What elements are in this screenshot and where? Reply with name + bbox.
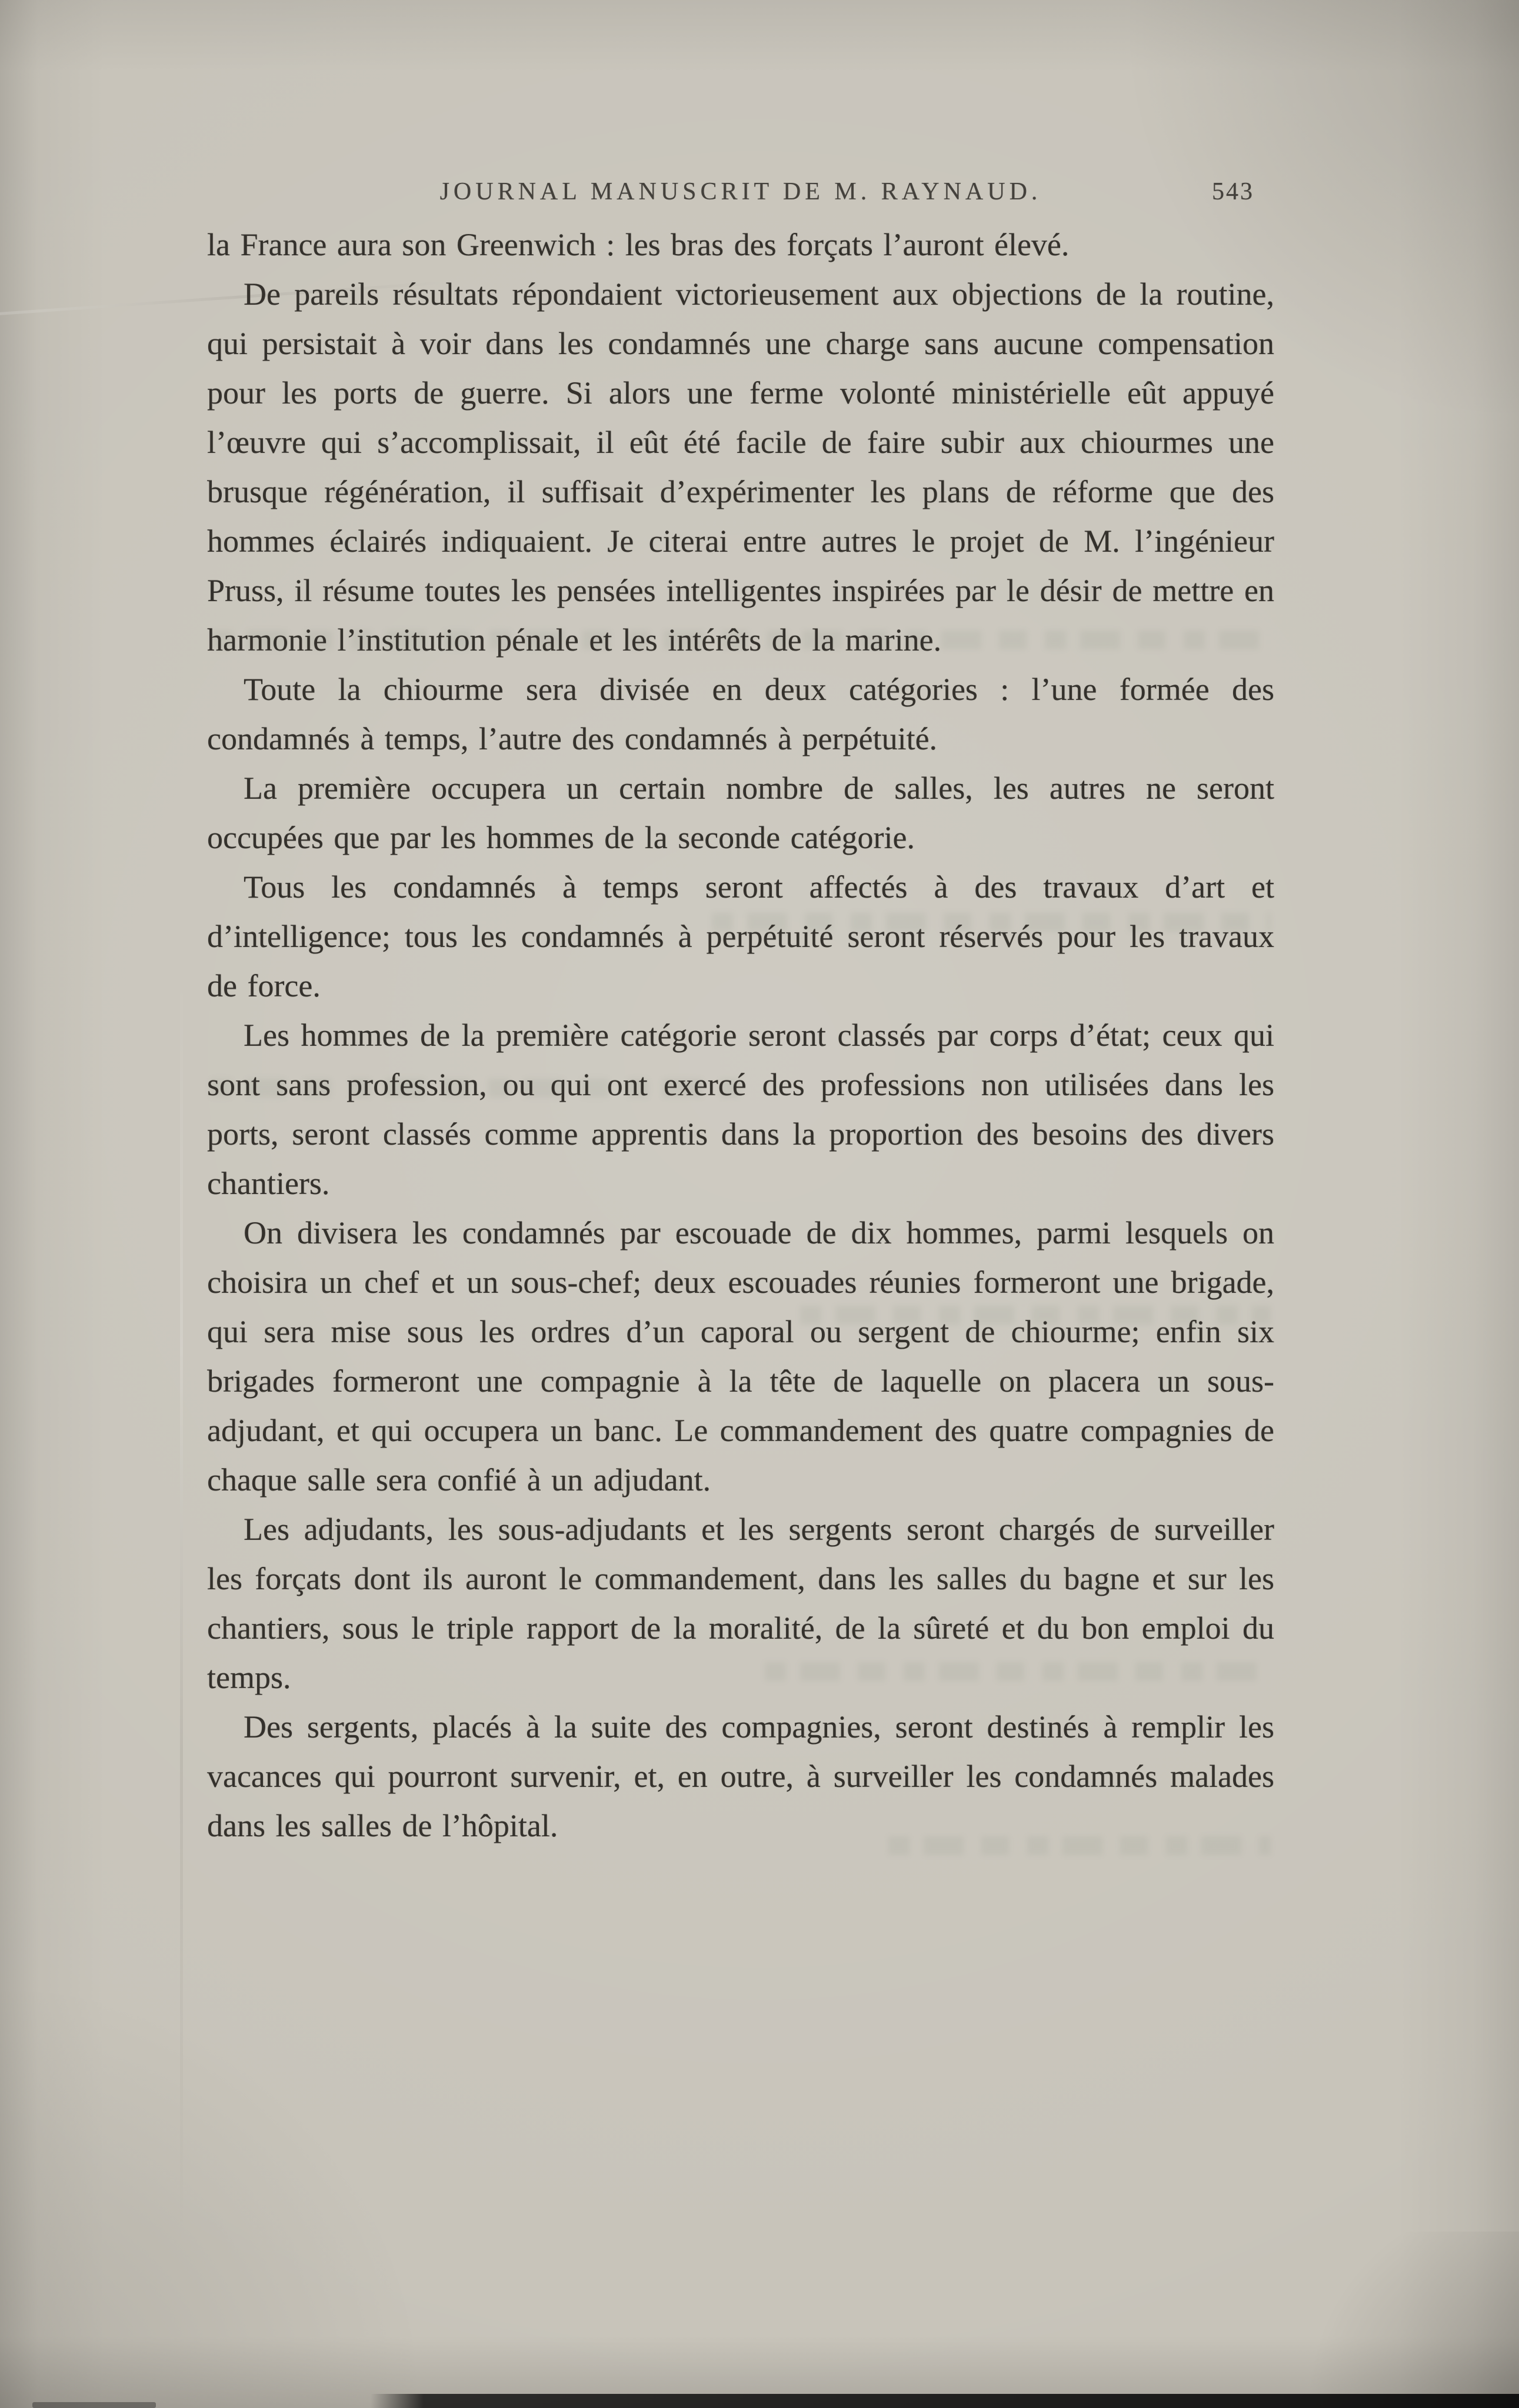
scan-corner-shadow (1272, 2232, 1519, 2408)
paragraph: Des sergents, placés à la suite des compagnies, seront destinés à remplir les vacances qui pourront survenir, et, en outre, à surveiller les condamnés malades dans les salles de l’hôpital. (207, 1709, 1274, 1843)
paragraph: Tous les condamnés à temps seront affectés à des travaux d’art et d’intelligence; tous les condamnés à perpétuité seront réservés pour les travaux de force. (207, 869, 1274, 1003)
running-title: JOURNAL MANUSCRIT DE M. RAYNAUD. (439, 178, 1042, 205)
paragraph: la France aura son Greenwich : les bras des forçats l’auront élevé. (207, 227, 1070, 262)
scan-edge-bottom-left (32, 2402, 156, 2408)
page-body (207, 220, 1274, 1850)
text-column (207, 176, 1274, 1850)
scan-edge-bottom (371, 2394, 1519, 2408)
paper-crease-left (180, 970, 183, 2235)
page-number: 543 (1212, 178, 1254, 205)
paragraph: Toute la chiourme sera divisée en deux catégories : l’une formée des condamnés à temps, l’autre des condamnés à perpétuité. (207, 672, 1274, 756)
paragraph: On divisera les condamnés par escouade de dix hommes, parmi lesquels on choisira un chef et un sous-chef; deux escouades réunies formeront une brigade, qui sera mise sous les ordres d’un caporal ou sergent de chiourme; enfin six brigades formeront une compagnie à la tête de laquelle on placera un sous-adjudant, et qui occupera un banc. Le commandement des quatre compagnies de chaque salle sera confié à un adjudant. (207, 1215, 1274, 1498)
paragraph: Les adjudants, les sous-adjudants et les sergents seront chargés de surveiller les forçats dont ils auront le commandement, dans les salles du bagne et sur les chantiers, sous le triple rapport de la moralité, de la sûreté et du bon emploi du temps. (207, 1512, 1274, 1695)
paragraph: La première occupera un certain nombre de salles, les autres ne seront occupées que par les hommes de la seconde catégorie. (207, 771, 1274, 855)
page-header (207, 176, 1274, 211)
paragraph: De pareils résultats répondaient victorieusement aux objections de la routine, qui persistait à voir dans les condamnés une charge sans aucune compensation pour les ports de guerre. Si alors une ferme volonté ministérielle eût appuyé l’œuvre qui s’accomplissait, il eût été facile de faire subir aux chiourmes une brusque régénération, il suffisait d’expérimenter les plans de réforme que des hommes éclairés indiquaient. Je citerai entre autres le projet de M. l’ingénieur Pruss, il résume toutes les pensées intelligentes inspirées par le désir de mettre en harmonie l’institution pénale et les intérêts de la marine. (207, 276, 1274, 658)
paragraph: Les hommes de la première catégorie seront classés par corps d’état; ceux qui sont sans profession, ou qui ont exercé des professions non utilisées dans les ports, seront classés comme apprentis dans la proportion des besoins des divers chantiers. (207, 1018, 1274, 1201)
